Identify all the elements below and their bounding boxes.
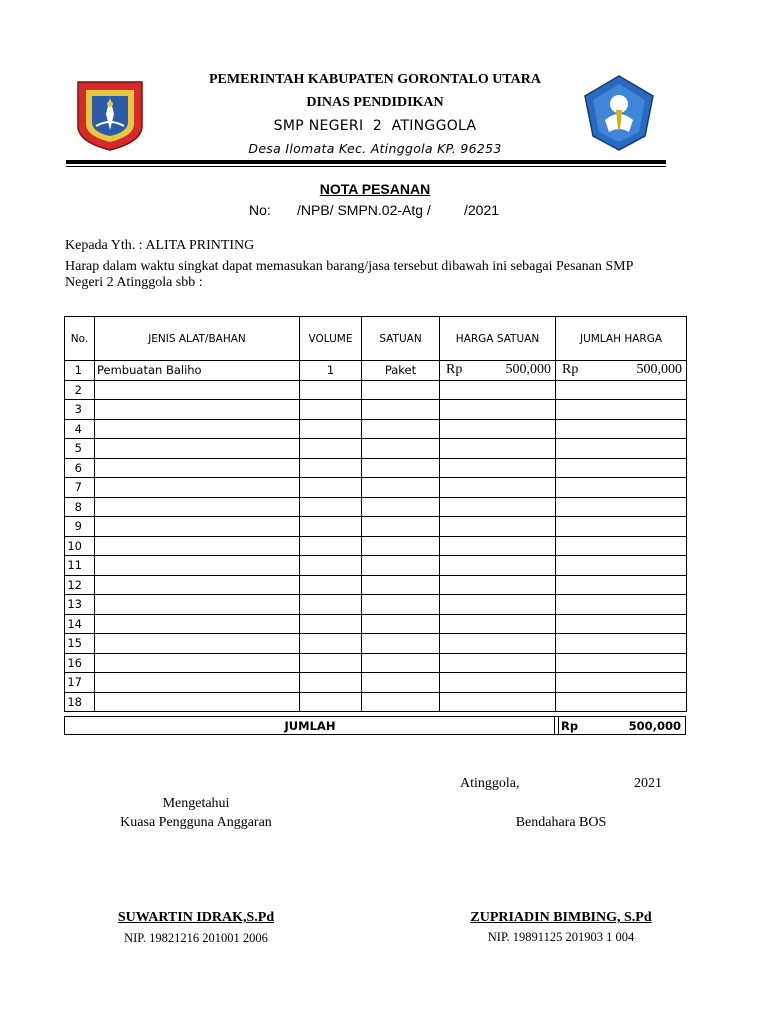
item-volume <box>300 653 362 673</box>
item-unit-price <box>440 536 556 556</box>
item-unit-price <box>440 673 556 693</box>
item-unit <box>362 575 440 595</box>
right-sign-nip: NIP. 19891125 201903 1 004 <box>487 930 635 944</box>
item-total-price <box>556 419 687 439</box>
item-name <box>95 458 300 478</box>
item-volume <box>300 458 362 478</box>
item-unit <box>362 517 440 537</box>
row-number: 14 <box>65 614 95 634</box>
row-number: 10 <box>65 536 95 556</box>
item-volume <box>300 400 362 420</box>
table-row <box>65 536 687 556</box>
item-name <box>95 692 300 712</box>
item-total-price <box>556 536 687 556</box>
item-name <box>95 653 300 673</box>
row-number: 7 <box>65 478 95 498</box>
item-unit-price <box>440 595 556 615</box>
item-unit-price <box>440 575 556 595</box>
row-number: 15 <box>65 634 95 654</box>
regency-emblem-logo <box>76 80 144 152</box>
item-unit <box>362 497 440 517</box>
item-name <box>95 517 300 537</box>
col-header-unit: SATUAN <box>362 317 440 361</box>
item-unit-price <box>440 380 556 400</box>
item-unit-price <box>440 419 556 439</box>
header-department: DINAS PENDIDIKAN <box>306 95 444 110</box>
item-unit-price <box>440 361 556 381</box>
header-government: PEMERINTAH KABUPATEN GORONTALO UTARA <box>209 72 541 87</box>
currency: Rp <box>446 362 463 378</box>
item-unit-price <box>440 692 556 712</box>
item-total-price <box>556 439 687 459</box>
table-row <box>65 419 687 439</box>
date-year: 2021 <box>634 776 662 791</box>
table-row <box>65 439 687 459</box>
table-row <box>65 575 687 595</box>
item-total-price <box>556 653 687 673</box>
col-header-no: No. <box>65 317 95 361</box>
item-name <box>95 419 300 439</box>
row-number: 16 <box>65 653 95 673</box>
item-total-price <box>556 556 687 576</box>
item-name <box>95 556 300 576</box>
item-volume <box>300 380 362 400</box>
item-total-price <box>556 673 687 693</box>
item-unit-price <box>440 614 556 634</box>
item-name <box>95 614 300 634</box>
item-unit <box>362 673 440 693</box>
item-unit-price <box>440 439 556 459</box>
item-volume: 1 <box>300 361 362 381</box>
item-total-price <box>556 517 687 537</box>
table-row <box>65 400 687 420</box>
item-total-price <box>556 458 687 478</box>
item-volume <box>300 419 362 439</box>
item-total-price <box>556 595 687 615</box>
item-total-price <box>556 575 687 595</box>
item-name <box>95 497 300 517</box>
item-unit <box>362 634 440 654</box>
total-label: JUMLAH <box>284 719 336 733</box>
item-unit <box>362 653 440 673</box>
item-unit <box>362 380 440 400</box>
body-paragraph: Harap dalam waktu singkat dapat memasukan barang/jasa tersebut dibawah ini sebagai Pesanan SMP Negeri 2 Atinggola sbb : <box>65 259 633 290</box>
row-number: 12 <box>65 575 95 595</box>
right-sign-role: Bendahara BOS <box>515 815 607 830</box>
item-total-price <box>556 614 687 634</box>
table-row <box>65 361 687 381</box>
row-number: 13 <box>65 595 95 615</box>
item-name <box>95 439 300 459</box>
item-unit-price <box>440 458 556 478</box>
table-row <box>65 595 687 615</box>
row-number: 6 <box>65 458 95 478</box>
item-unit <box>362 400 440 420</box>
item-total-price <box>556 361 687 381</box>
item-name <box>95 575 300 595</box>
item-unit <box>362 614 440 634</box>
item-unit <box>362 478 440 498</box>
table-row <box>65 380 687 400</box>
col-header-unit-price: HARGA SATUAN <box>440 317 556 361</box>
left-sign-name: SUWARTIN IDRAK,S.Pd <box>117 910 275 925</box>
header-school: SMP NEGERI 2 ATINGGOLA <box>273 118 477 134</box>
item-volume <box>300 556 362 576</box>
amount: 500,000 <box>505 362 551 378</box>
row-number: 4 <box>65 419 95 439</box>
item-unit <box>362 419 440 439</box>
place-label: Atinggola, <box>460 776 520 791</box>
left-sign-acknowledged: Mengetahui <box>162 796 230 811</box>
item-name <box>95 478 300 498</box>
item-volume <box>300 478 362 498</box>
row-number: 8 <box>65 497 95 517</box>
item-unit-price <box>440 556 556 576</box>
amount: 500,000 <box>636 362 682 378</box>
item-unit <box>362 536 440 556</box>
item-unit-price <box>440 478 556 498</box>
number-year: /2021 <box>464 202 500 218</box>
item-unit-price <box>440 497 556 517</box>
item-name <box>95 400 300 420</box>
item-name: Pembuatan Baliho <box>95 361 300 381</box>
header-address: Desa Ilomata Kec. Atinggola KP. 96253 <box>248 141 502 156</box>
left-sign-nip: NIP. 19821216 201001 2006 <box>124 931 268 945</box>
table-row <box>65 517 687 537</box>
item-name <box>95 673 300 693</box>
item-volume <box>300 595 362 615</box>
item-total-price <box>556 478 687 498</box>
total-currency: Rp <box>561 719 579 733</box>
currency: Rp <box>562 362 579 378</box>
row-number: 18 <box>65 692 95 712</box>
item-total-price <box>556 380 687 400</box>
table-row <box>65 673 687 693</box>
table-row <box>65 497 687 517</box>
item-unit <box>362 692 440 712</box>
item-unit <box>362 556 440 576</box>
header-divider <box>66 160 666 164</box>
table-row <box>65 556 687 576</box>
item-total-price <box>556 497 687 517</box>
table-row <box>65 653 687 673</box>
item-unit-price <box>440 400 556 420</box>
item-volume <box>300 517 362 537</box>
total-row <box>64 716 686 735</box>
item-volume <box>300 692 362 712</box>
item-volume <box>300 575 362 595</box>
item-volume <box>300 614 362 634</box>
item-volume <box>300 673 362 693</box>
item-unit-price <box>440 653 556 673</box>
row-number: 9 <box>65 517 95 537</box>
item-volume <box>300 497 362 517</box>
item-unit <box>362 439 440 459</box>
table-row <box>65 614 687 634</box>
recipient-line: Kepada Yth. : ALITA PRINTING <box>65 238 255 253</box>
table-row <box>65 692 687 712</box>
row-number: 11 <box>65 556 95 576</box>
total-amount: 500,000 <box>628 719 681 733</box>
item-unit <box>362 458 440 478</box>
right-sign-name: ZUPRIADIN BIMBING, S.Pd <box>470 910 652 925</box>
total-separator <box>554 717 559 734</box>
row-number: 17 <box>65 673 95 693</box>
item-name <box>95 595 300 615</box>
col-header-volume: VOLUME <box>300 317 362 361</box>
col-header-total-price: JUMLAH HARGA <box>556 317 687 361</box>
item-unit-price <box>440 517 556 537</box>
item-volume <box>300 634 362 654</box>
row-number: 3 <box>65 400 95 420</box>
item-name <box>95 634 300 654</box>
item-name <box>95 536 300 556</box>
table-row <box>65 634 687 654</box>
item-volume <box>300 536 362 556</box>
number-value: /NPB/ SMPN.02-Atg / <box>297 202 431 218</box>
item-total-price <box>556 692 687 712</box>
number-label: No: <box>249 202 271 218</box>
item-unit-price <box>440 634 556 654</box>
order-table <box>64 316 687 712</box>
document-title: NOTA PESANAN <box>319 181 431 197</box>
item-unit: Paket <box>362 361 440 381</box>
row-number: 5 <box>65 439 95 459</box>
header-divider-thin <box>66 166 666 167</box>
left-sign-role: Kuasa Pengguna Anggaran <box>120 815 272 830</box>
row-number: 1 <box>65 361 95 381</box>
table-row <box>65 458 687 478</box>
table-header-row <box>65 317 687 361</box>
item-total-price <box>556 400 687 420</box>
item-name <box>95 380 300 400</box>
table-row <box>65 478 687 498</box>
item-total-price <box>556 634 687 654</box>
col-header-item: JENIS ALAT/BAHAN <box>95 317 300 361</box>
item-unit <box>362 595 440 615</box>
item-volume <box>300 439 362 459</box>
row-number: 2 <box>65 380 95 400</box>
